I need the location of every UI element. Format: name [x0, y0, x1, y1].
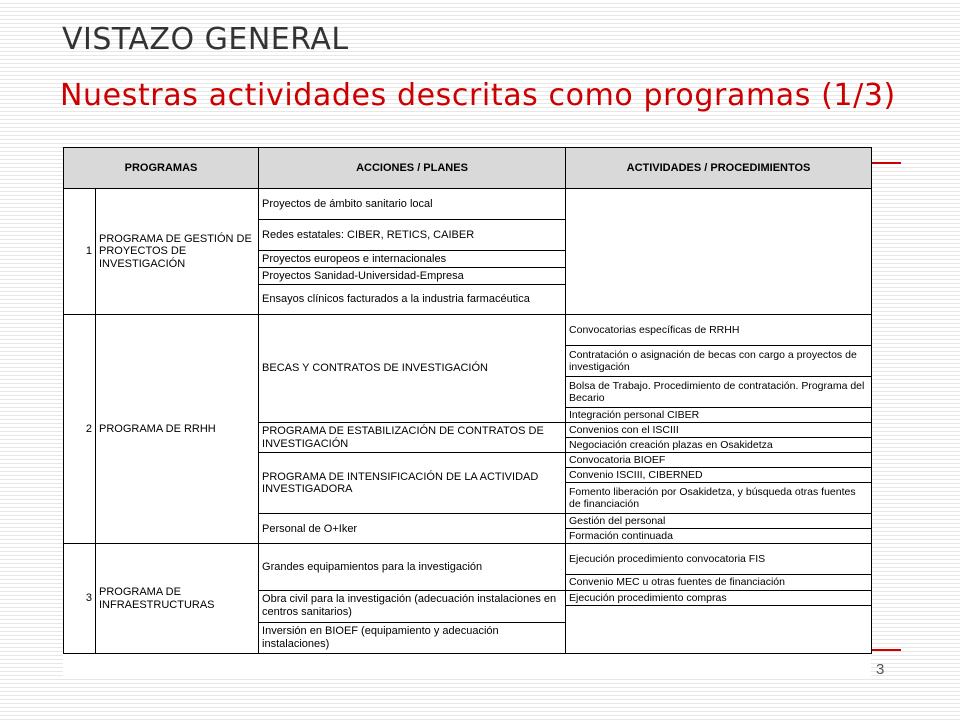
header-actividades: ACTIVIDADES / PROCEDIMIENTOS [566, 148, 872, 189]
activity-cell: Convenio MEC u otras fuentes de financiación [566, 575, 872, 590]
activity-cell-empty [566, 605, 872, 653]
accent-line-top [871, 162, 901, 164]
activity-cell: Fomento liberación por Osakidetza, y búsqueda otras fuentes de financiación [566, 483, 872, 514]
activity-cell: Ejecución procedimiento compras [566, 590, 872, 605]
activity-cell: Integración personal CIBER [566, 408, 872, 423]
table-row [64, 189, 872, 220]
action-cell: Obra civil para la investigación (adecuación instalaciones en centros sanitarios) [259, 590, 566, 622]
action-cell: Grandes equipamientos para la investigación [259, 544, 566, 590]
program-number: 2 [64, 315, 96, 544]
action-cell: Ensayos clínicos facturados a la industria farmacéutica [259, 285, 566, 315]
activity-cell: Gestión del personal [566, 514, 872, 529]
activity-cell: Contratación o asignación de becas con cargo a proyectos de investigación [566, 346, 872, 377]
table-row [64, 544, 872, 575]
action-cell: BECAS Y CONTRATOS DE INVESTIGACIÓN [259, 315, 566, 423]
activity-cell: Ejecución procedimiento convocatoria FIS [566, 544, 872, 575]
header-programas: PROGRAMAS [64, 148, 259, 189]
action-cell: Inversión en BIOEF (equipamiento y adecuación instalaciones) [259, 622, 566, 653]
activity-cell: Convocatoria BIOEF [566, 453, 872, 468]
table-header-row [64, 148, 872, 189]
action-cell: Personal de O+Iker [259, 514, 566, 544]
accent-line-bottom [871, 649, 901, 651]
programs-table-container [63, 147, 871, 677]
action-cell: PROGRAMA DE ESTABILIZACIÓN DE CONTRATOS DE INVESTIGACIÓN [259, 423, 566, 453]
slide-subtitle: Nuestras actividades descritas como programas (1/3) [60, 78, 896, 113]
slide-number: 3 [876, 661, 885, 678]
activity-cell: Convenio ISCIII, CIBERNED [566, 468, 872, 483]
program-name: PROGRAMA DE GESTIÓN DE PROYECTOS DE INVESTIGACIÓN [96, 189, 259, 315]
action-cell: Proyectos de ámbito sanitario local [259, 189, 566, 220]
section-title: VISTAZO GENERAL [62, 22, 349, 57]
action-cell: PROGRAMA DE INTENSIFICACIÓN DE LA ACTIVIDAD INVESTIGADORA [259, 453, 566, 514]
program-number: 1 [64, 189, 96, 315]
table-row [64, 315, 872, 346]
action-cell: Proyectos Sanidad-Universidad-Empresa [259, 268, 566, 285]
header-acciones: ACCIONES / PLANES [259, 148, 566, 189]
activity-cell: Formación continuada [566, 529, 872, 544]
program-name: PROGRAMA DE RRHH [96, 315, 259, 544]
programs-table [63, 147, 872, 654]
activity-cell: Convenios con el ISCIII [566, 423, 872, 438]
program-name: PROGRAMA DE INFRAESTRUCTURAS [96, 544, 259, 653]
activity-cell: Convocatorias específicas de RRHH [566, 315, 872, 346]
activity-cell: Bolsa de Trabajo. Procedimiento de contratación. Programa del Becario [566, 377, 872, 408]
action-cell: Proyectos europeos e internacionales [259, 251, 566, 268]
activity-cell: Negociación creación plazas en Osakidetza [566, 438, 872, 453]
action-cell: Redes estatales: CIBER, RETICS, CAIBER [259, 220, 566, 251]
program-number: 3 [64, 544, 96, 653]
slide-header [0, 0, 960, 130]
activity-cell-empty [566, 189, 872, 315]
